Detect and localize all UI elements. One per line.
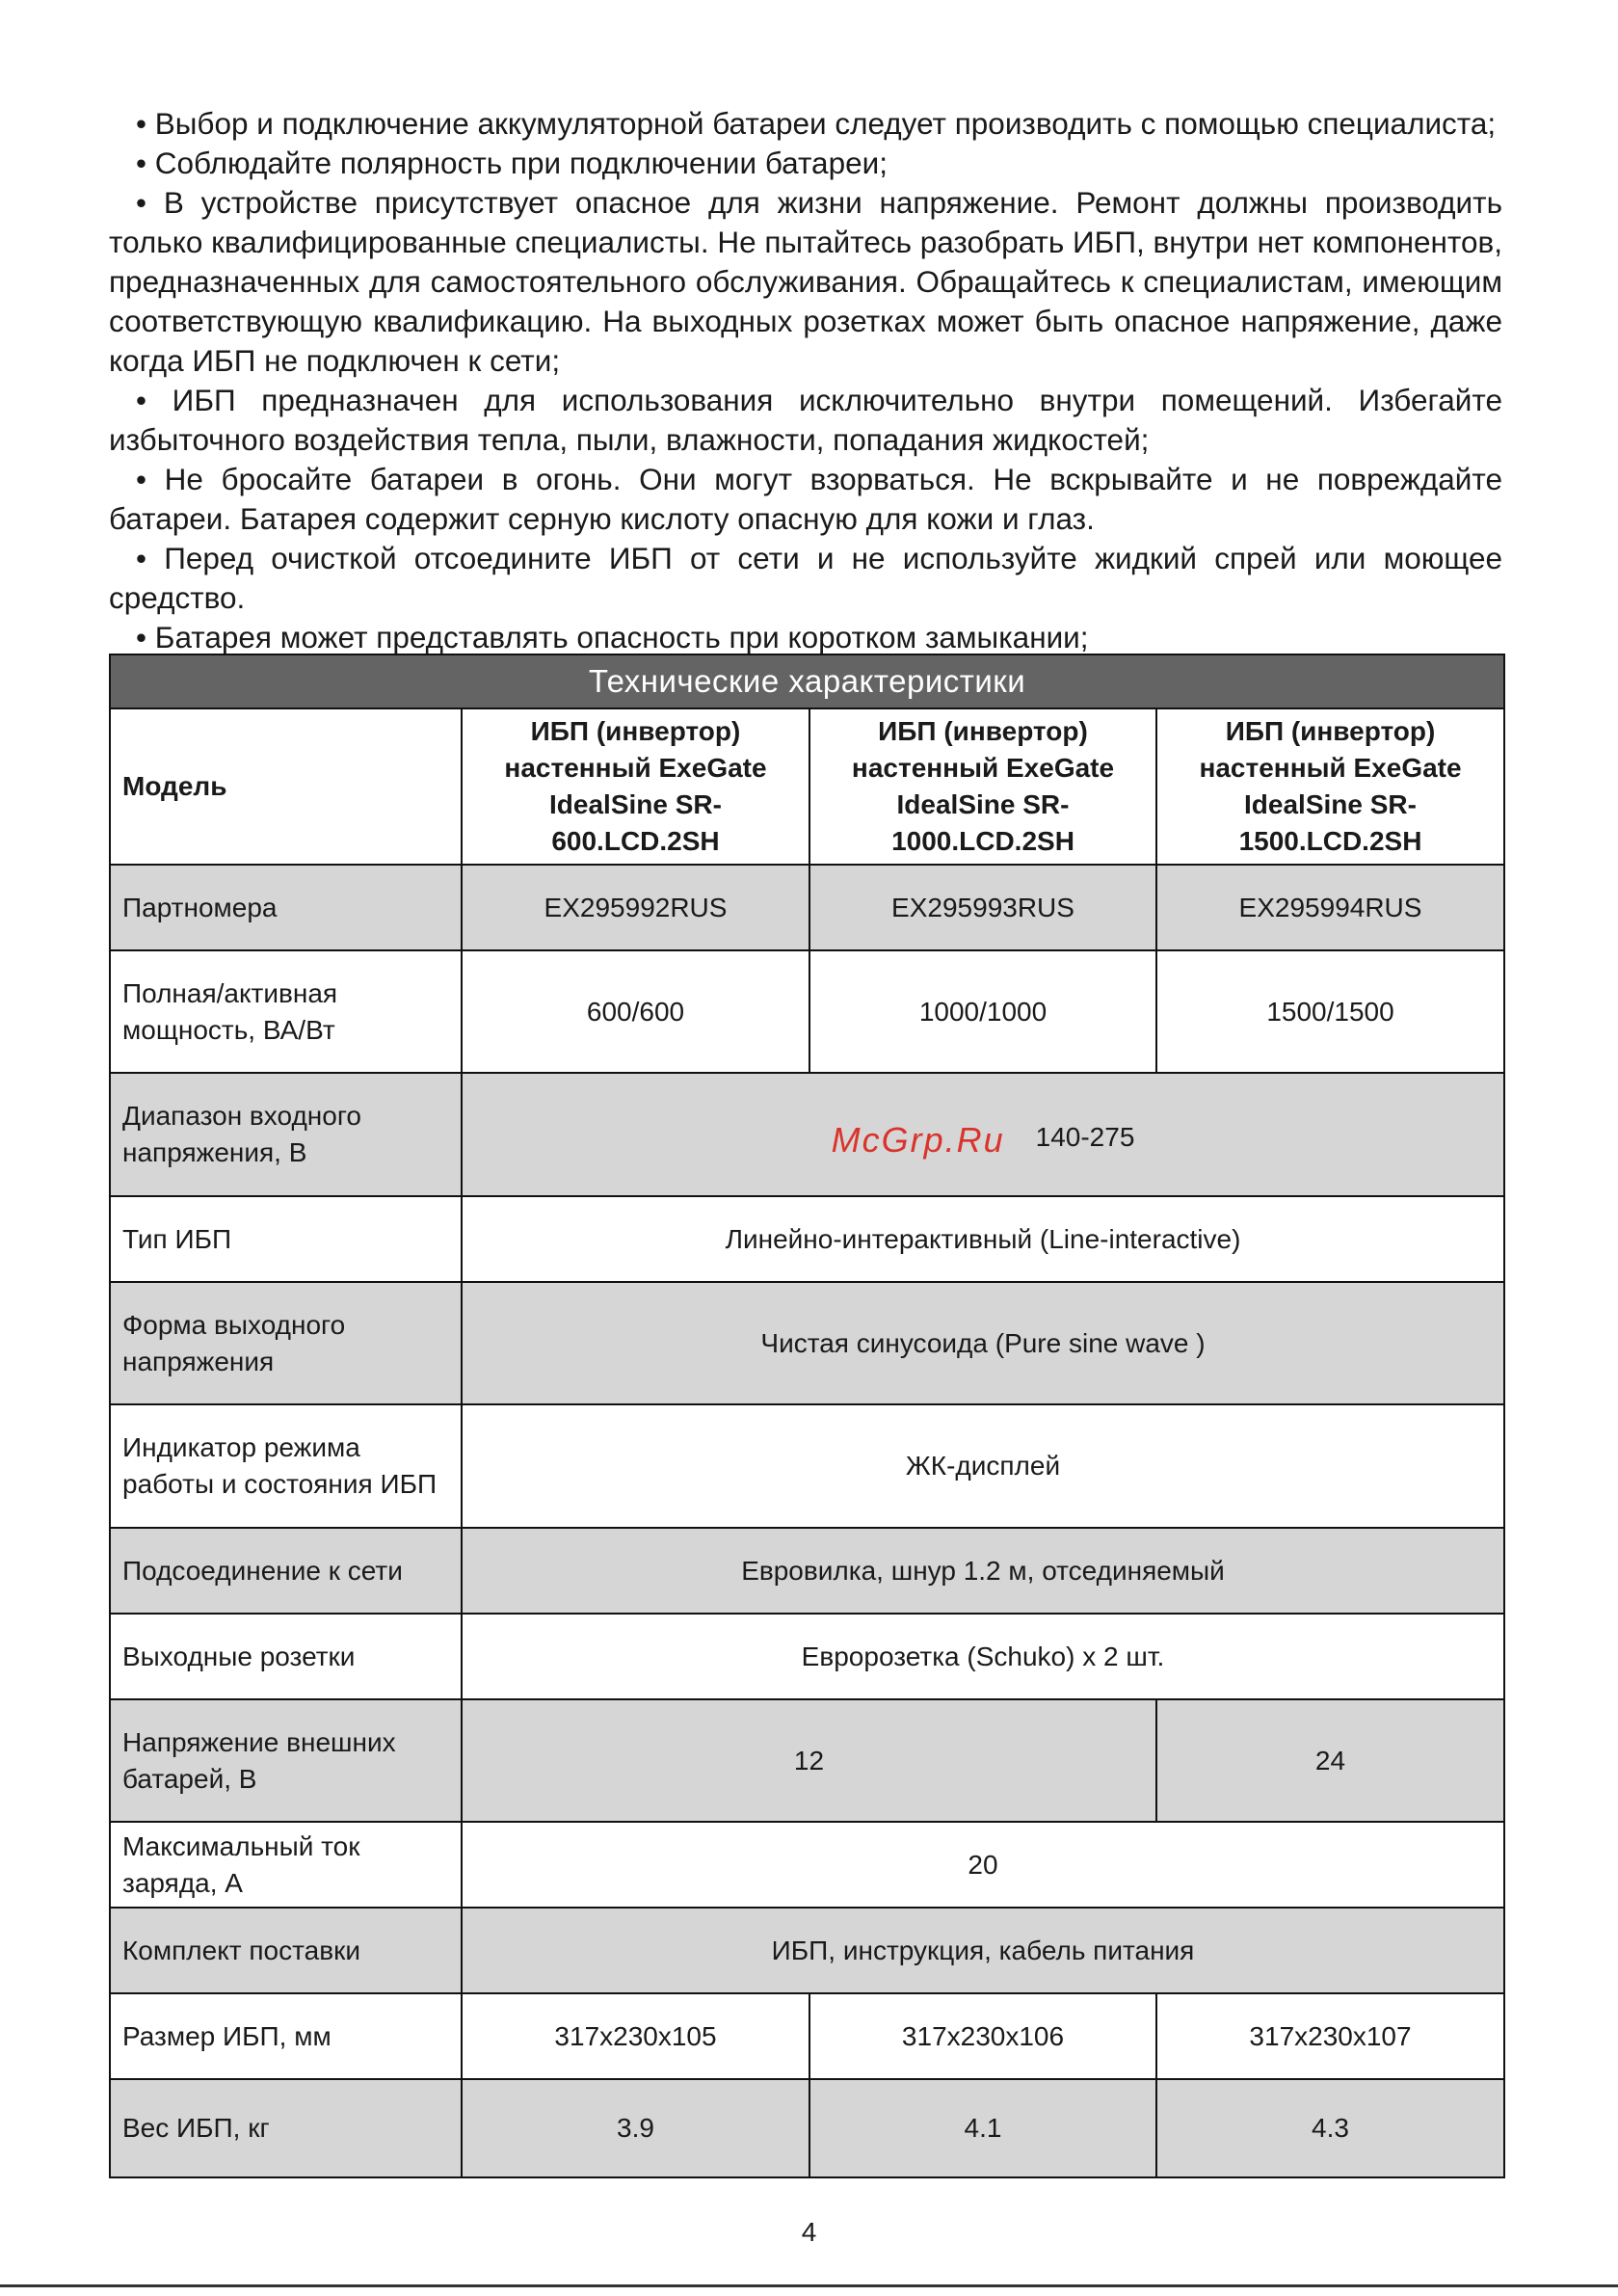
safety-notes: [109, 104, 1502, 657]
table-row-power: [110, 950, 1504, 1073]
safety-note-item: • Не бросайте батареи в огонь. Они могут взорваться. Не вскрывайте и не повреждайте батареи. Батарея содержит серную кислоту опасную для кожи и глаз.: [109, 462, 1502, 536]
safety-note-item: • Батарея может представлять опасность при коротком замыкании;: [136, 620, 1089, 654]
table-cell: 24: [1156, 1699, 1504, 1822]
row-label: Диапазон входного напряжения, В: [110, 1073, 462, 1196]
watermark: McGrp.Ru: [831, 1120, 1005, 1160]
table-row-package: [110, 1908, 1504, 1993]
row-label: Вес ИБП, кг: [110, 2079, 462, 2177]
table-row-battery-voltage: [110, 1699, 1504, 1822]
table-row-ups-type: [110, 1196, 1504, 1282]
table-cell: EX295993RUS: [809, 865, 1156, 950]
table-cell: 317x230x106: [809, 1993, 1156, 2079]
safety-note-item: • В устройстве присутствует опасное для жизни напряжение. Ремонт должны производить только квалифицированные специалисты. Не пытайтесь разобрать ИБП, внутри нет компонентов, предназначенных для самостоятельного обслуживания. Обращайтесь к специалистам, имеющим соответствующую квалификацию. На выходных розетках может быть опасное напряжение, даже когда ИБП не подключен к сети;: [109, 185, 1502, 378]
table-cell: 317x230x105: [462, 1993, 809, 2079]
table-cell: Чистая синусоида (Pure sine wave ): [462, 1282, 1504, 1404]
page-bottom-divider: [0, 2284, 1618, 2287]
row-label: Максимальный ток заряда, А: [110, 1822, 462, 1908]
spec-table: [109, 654, 1505, 2178]
safety-note-item: • Выбор и подключение аккумуляторной батареи следует производить с помощью специалиста;: [136, 106, 1497, 141]
table-cell: [462, 1073, 1504, 1196]
input-range-value: 140-275: [1035, 1122, 1135, 1152]
table-row-charge-current: [110, 1822, 1504, 1908]
table-cell: 1000/1000: [809, 950, 1156, 1073]
table-cell: ИБП, инструкция, кабель питания: [462, 1908, 1504, 1993]
row-label: Выходные розетки: [110, 1614, 462, 1699]
table-cell: Евророзетка (Schuko) x 2 шт.: [462, 1614, 1504, 1699]
row-label: Комплект поставки: [110, 1908, 462, 1993]
table-row-indicator: [110, 1404, 1504, 1528]
table-row-waveform: [110, 1282, 1504, 1404]
table-cell: 20: [462, 1822, 1504, 1908]
table-cell: Евровилка, шнур 1.2 м, отсединяемый: [462, 1528, 1504, 1614]
table-row-mains: [110, 1528, 1504, 1614]
table-row-weight: [110, 2079, 1504, 2177]
row-label: Напряжение внешних батарей, В: [110, 1699, 462, 1822]
safety-note-item: • Соблюдайте полярность при подключении батареи;: [136, 146, 888, 180]
table-row-input-range: [110, 1073, 1504, 1196]
table-cell: 3.9: [462, 2079, 809, 2177]
table-row-outlets: [110, 1614, 1504, 1699]
row-label: Тип ИБП: [110, 1196, 462, 1282]
row-label: Партномера: [110, 865, 462, 950]
row-label: Форма выходного напряжения: [110, 1282, 462, 1404]
model-cell: ИБП (инвертор) настенный ExeGate IdealSine SR-600.LCD.2SH: [462, 708, 809, 865]
table-cell: 4.3: [1156, 2079, 1504, 2177]
row-label: Размер ИБП, мм: [110, 1993, 462, 2079]
model-cell: ИБП (инвертор) настенный ExeGate IdealSine SR-1000.LCD.2SH: [809, 708, 1156, 865]
row-label: Индикатор режима работы и состояния ИБП: [110, 1404, 462, 1528]
table-cell: EX295992RUS: [462, 865, 809, 950]
table-cell: 4.1: [809, 2079, 1156, 2177]
safety-note-item: • Перед очисткой отсоедините ИБП от сети и не используйте жидкий спрей или моющее средство.: [109, 541, 1502, 615]
row-label: Модель: [110, 708, 462, 865]
row-label: Полная/активная мощность, ВА/Вт: [110, 950, 462, 1073]
table-cell: ЖК-дисплей: [462, 1404, 1504, 1528]
model-cell: ИБП (инвертор) настенный ExeGate IdealSine SR-1500.LCD.2SH: [1156, 708, 1504, 865]
page-number: 4: [801, 2217, 817, 2247]
table-cell: 1500/1500: [1156, 950, 1504, 1073]
table-cell: 317x230x107: [1156, 1993, 1504, 2079]
table-cell: 12: [462, 1699, 1156, 1822]
table-cell: 600/600: [462, 950, 809, 1073]
table-cell: Линейно-интерактивный (Line-interactive): [462, 1196, 1504, 1282]
spec-table-title: Технические характеристики: [110, 654, 1504, 708]
table-cell: EX295994RUS: [1156, 865, 1504, 950]
table-row-part-numbers: [110, 865, 1504, 950]
table-row-model: [110, 708, 1504, 865]
safety-note-item: • ИБП предназначен для использования исключительно внутри помещений. Избегайте избыточного воздействия тепла, пыли, влажности, попадания жидкостей;: [109, 383, 1502, 457]
table-row-size: [110, 1993, 1504, 2079]
row-label: Подсоединение к сети: [110, 1528, 462, 1614]
